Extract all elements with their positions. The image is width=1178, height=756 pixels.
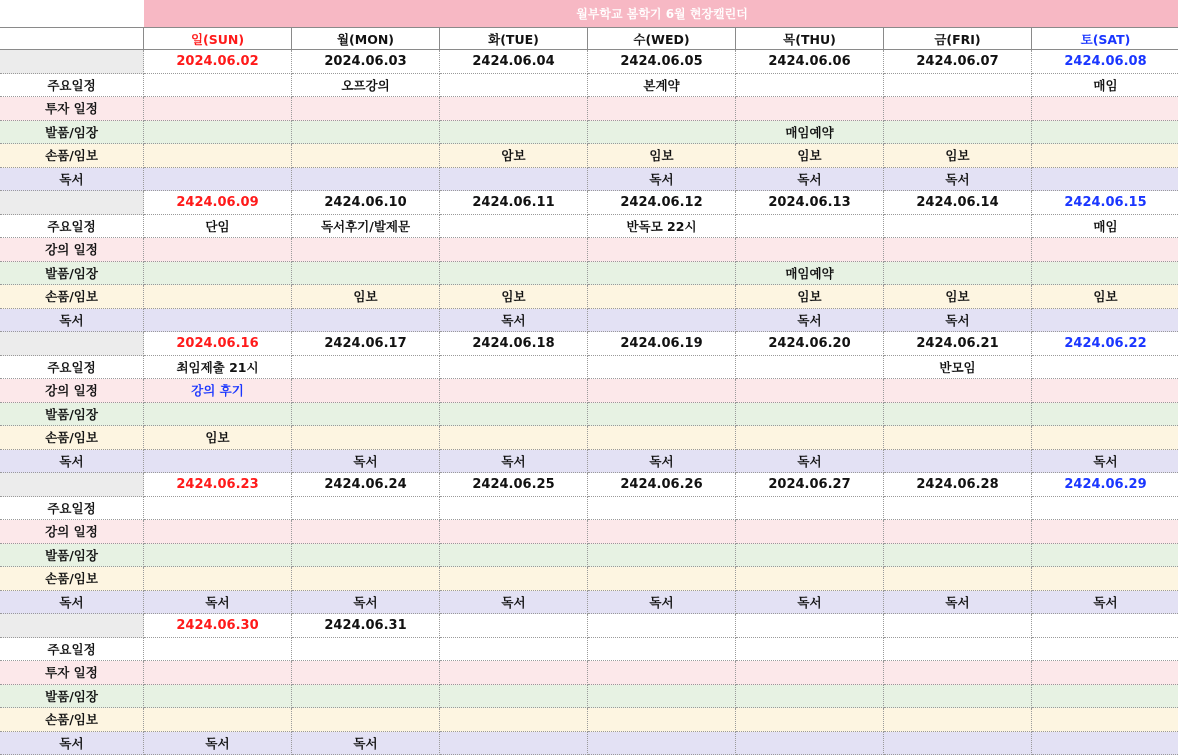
schedule-cell[interactable]: 독서: [144, 591, 292, 615]
date-cell[interactable]: 2424.06.19: [588, 332, 736, 356]
schedule-cell[interactable]: [292, 238, 440, 262]
row-label-reading: 독서: [0, 450, 144, 474]
schedule-cell[interactable]: [440, 215, 588, 239]
schedule-cell[interactable]: [884, 661, 1032, 685]
schedule-cell[interactable]: [884, 544, 1032, 568]
schedule-cell[interactable]: [440, 238, 588, 262]
date-cell[interactable]: [884, 614, 1032, 638]
schedule-cell[interactable]: [1032, 309, 1178, 333]
schedule-cell[interactable]: [440, 732, 588, 756]
row-label-report: 손품/임보: [0, 567, 144, 591]
schedule-cell[interactable]: 임보: [292, 285, 440, 309]
schedule-cell[interactable]: 임보: [440, 285, 588, 309]
row-label-main: 주요일정: [0, 497, 144, 521]
row-label-visit: 발품/임장: [0, 544, 144, 568]
date-cell[interactable]: 2024.06.16: [144, 332, 292, 356]
schedule-cell[interactable]: [588, 356, 736, 380]
schedule-cell[interactable]: 본계약: [588, 74, 736, 98]
schedule-cell[interactable]: [588, 544, 736, 568]
schedule-cell[interactable]: [292, 309, 440, 333]
date-cell[interactable]: 2424.06.20: [736, 332, 884, 356]
schedule-cell[interactable]: [588, 426, 736, 450]
schedule-cell[interactable]: [440, 74, 588, 98]
row-label-visit: 발품/임장: [0, 121, 144, 145]
week-date-label: [0, 614, 144, 638]
schedule-cell[interactable]: [292, 403, 440, 427]
schedule-cell[interactable]: [1032, 144, 1178, 168]
date-cell[interactable]: 2024.06.27: [736, 473, 884, 497]
schedule-cell[interactable]: 독서: [588, 450, 736, 474]
schedule-cell[interactable]: [292, 426, 440, 450]
schedule-cell[interactable]: 독서: [736, 309, 884, 333]
schedule-cell[interactable]: [588, 121, 736, 145]
date-cell[interactable]: 2424.06.14: [884, 191, 1032, 215]
schedule-cell[interactable]: [736, 97, 884, 121]
schedule-cell[interactable]: 매임: [1032, 74, 1178, 98]
schedule-cell[interactable]: [1032, 238, 1178, 262]
row-label-main: 주요일정: [0, 74, 144, 98]
date-cell[interactable]: 2424.06.26: [588, 473, 736, 497]
row-label-main: 주요일정: [0, 356, 144, 380]
schedule-cell[interactable]: [588, 285, 736, 309]
schedule-cell[interactable]: [144, 685, 292, 709]
schedule-cell[interactable]: [588, 708, 736, 732]
schedule-cell[interactable]: [1032, 685, 1178, 709]
schedule-cell[interactable]: 임보: [1032, 285, 1178, 309]
schedule-cell[interactable]: [292, 379, 440, 403]
row-label-invest: 강의 일정: [0, 238, 144, 262]
schedule-cell[interactable]: [884, 685, 1032, 709]
schedule-cell[interactable]: 암보: [440, 144, 588, 168]
schedule-cell[interactable]: 독서: [292, 450, 440, 474]
schedule-cell[interactable]: [736, 685, 884, 709]
date-cell[interactable]: 2024.06.03: [292, 50, 440, 74]
row-label-reading: 독서: [0, 168, 144, 192]
row-label-report: 손품/임보: [0, 426, 144, 450]
row-label-invest: 투자 일정: [0, 97, 144, 121]
schedule-cell[interactable]: [1032, 520, 1178, 544]
schedule-cell[interactable]: 임보: [736, 144, 884, 168]
week-date-label: [0, 50, 144, 74]
date-cell[interactable]: 2424.06.29: [1032, 473, 1178, 497]
corner-blank: [0, 0, 144, 27]
schedule-cell[interactable]: [884, 567, 1032, 591]
date-cell[interactable]: [1032, 614, 1178, 638]
schedule-cell[interactable]: [292, 544, 440, 568]
schedule-cell[interactable]: [588, 97, 736, 121]
schedule-cell[interactable]: 독서후기/발제문: [292, 215, 440, 239]
schedule-cell[interactable]: [144, 661, 292, 685]
schedule-cell[interactable]: [884, 74, 1032, 98]
schedule-cell[interactable]: [736, 74, 884, 98]
schedule-cell[interactable]: [736, 215, 884, 239]
date-cell[interactable]: 2424.06.22: [1032, 332, 1178, 356]
day-header: 수(WED): [588, 27, 736, 50]
schedule-cell[interactable]: [588, 497, 736, 521]
schedule-cell[interactable]: [144, 567, 292, 591]
date-cell[interactable]: 2424.06.23: [144, 473, 292, 497]
header-corner: [0, 27, 144, 50]
schedule-cell[interactable]: [440, 426, 588, 450]
schedule-cell[interactable]: 독서: [588, 591, 736, 615]
schedule-cell[interactable]: [1032, 497, 1178, 521]
schedule-cell[interactable]: [144, 708, 292, 732]
week-date-label: [0, 473, 144, 497]
schedule-cell[interactable]: [144, 520, 292, 544]
schedule-cell[interactable]: [588, 262, 736, 286]
day-header: 토(SAT): [1032, 27, 1178, 50]
schedule-cell[interactable]: [588, 379, 736, 403]
schedule-cell[interactable]: [144, 97, 292, 121]
schedule-cell[interactable]: [292, 356, 440, 380]
schedule-cell[interactable]: [292, 708, 440, 732]
schedule-cell[interactable]: [1032, 356, 1178, 380]
schedule-cell[interactable]: [292, 685, 440, 709]
date-cell[interactable]: 2424.06.04: [440, 50, 588, 74]
row-label-visit: 발품/임장: [0, 262, 144, 286]
schedule-cell[interactable]: [588, 309, 736, 333]
schedule-cell[interactable]: [144, 168, 292, 192]
schedule-cell[interactable]: 매임: [1032, 215, 1178, 239]
date-cell[interactable]: [440, 614, 588, 638]
schedule-cell[interactable]: 임보: [736, 285, 884, 309]
schedule-cell[interactable]: 독서: [144, 732, 292, 756]
day-header: 금(FRI): [884, 27, 1032, 50]
date-cell[interactable]: 2024.06.02: [144, 50, 292, 74]
schedule-cell[interactable]: [292, 638, 440, 662]
schedule-cell[interactable]: [884, 215, 1032, 239]
schedule-cell[interactable]: [144, 450, 292, 474]
schedule-cell[interactable]: [440, 356, 588, 380]
schedule-cell[interactable]: [588, 685, 736, 709]
schedule-cell[interactable]: 독서: [736, 168, 884, 192]
schedule-cell[interactable]: [736, 732, 884, 756]
schedule-cell[interactable]: [736, 661, 884, 685]
schedule-cell[interactable]: [144, 285, 292, 309]
schedule-cell[interactable]: [736, 544, 884, 568]
schedule-cell[interactable]: [144, 497, 292, 521]
schedule-cell[interactable]: [884, 450, 1032, 474]
schedule-cell[interactable]: [1032, 168, 1178, 192]
schedule-cell[interactable]: [736, 403, 884, 427]
schedule-cell[interactable]: [144, 121, 292, 145]
week-date-label: [0, 191, 144, 215]
schedule-cell[interactable]: [736, 356, 884, 380]
schedule-cell[interactable]: 독서: [1032, 450, 1178, 474]
schedule-cell[interactable]: [1032, 732, 1178, 756]
schedule-cell[interactable]: 독서: [292, 732, 440, 756]
row-label-visit: 발품/임장: [0, 685, 144, 709]
schedule-cell[interactable]: [736, 497, 884, 521]
date-cell[interactable]: [736, 614, 884, 638]
schedule-cell[interactable]: 독서: [440, 591, 588, 615]
date-cell[interactable]: 2424.06.05: [588, 50, 736, 74]
date-cell[interactable]: 2424.06.15: [1032, 191, 1178, 215]
schedule-cell[interactable]: [884, 121, 1032, 145]
schedule-cell[interactable]: [1032, 262, 1178, 286]
schedule-cell[interactable]: [884, 426, 1032, 450]
schedule-cell[interactable]: 매임예약: [736, 121, 884, 145]
schedule-cell[interactable]: [884, 708, 1032, 732]
schedule-cell[interactable]: 반독모 22시: [588, 215, 736, 239]
row-label-reading: 독서: [0, 591, 144, 615]
schedule-cell[interactable]: 오프강의: [292, 74, 440, 98]
schedule-cell[interactable]: [144, 144, 292, 168]
date-cell[interactable]: 2424.06.08: [1032, 50, 1178, 74]
schedule-cell[interactable]: [292, 567, 440, 591]
schedule-cell[interactable]: 독서: [884, 168, 1032, 192]
schedule-cell[interactable]: [440, 497, 588, 521]
schedule-cell[interactable]: [292, 661, 440, 685]
day-header: 월(MON): [292, 27, 440, 50]
schedule-cell[interactable]: [1032, 403, 1178, 427]
schedule-cell[interactable]: 독서: [1032, 591, 1178, 615]
schedule-cell[interactable]: [1032, 544, 1178, 568]
schedule-cell[interactable]: 독서: [588, 168, 736, 192]
schedule-cell[interactable]: [736, 520, 884, 544]
schedule-cell[interactable]: [1032, 661, 1178, 685]
row-label-report: 손품/임보: [0, 708, 144, 732]
schedule-cell[interactable]: [292, 497, 440, 521]
schedule-cell[interactable]: [588, 520, 736, 544]
schedule-cell[interactable]: [588, 732, 736, 756]
date-cell[interactable]: 2424.06.25: [440, 473, 588, 497]
schedule-cell[interactable]: [440, 168, 588, 192]
schedule-cell[interactable]: [588, 661, 736, 685]
row-label-invest: 투자 일정: [0, 661, 144, 685]
schedule-cell[interactable]: [292, 262, 440, 286]
schedule-cell[interactable]: [588, 638, 736, 662]
schedule-cell[interactable]: [440, 638, 588, 662]
schedule-cell[interactable]: 독서: [292, 591, 440, 615]
date-cell[interactable]: 2424.06.07: [884, 50, 1032, 74]
schedule-cell[interactable]: [440, 403, 588, 427]
date-cell[interactable]: 2424.06.17: [292, 332, 440, 356]
schedule-cell[interactable]: [884, 732, 1032, 756]
schedule-cell[interactable]: [1032, 379, 1178, 403]
schedule-cell[interactable]: [736, 638, 884, 662]
schedule-cell[interactable]: 독서: [736, 591, 884, 615]
schedule-cell[interactable]: [1032, 638, 1178, 662]
schedule-cell[interactable]: [588, 238, 736, 262]
row-label-visit: 발품/임장: [0, 403, 144, 427]
schedule-cell[interactable]: [292, 121, 440, 145]
day-header: 목(THU): [736, 27, 884, 50]
schedule-cell[interactable]: [144, 544, 292, 568]
schedule-cell[interactable]: 반모임: [884, 356, 1032, 380]
schedule-cell[interactable]: [1032, 121, 1178, 145]
schedule-cell[interactable]: [884, 638, 1032, 662]
day-header: 화(TUE): [440, 27, 588, 50]
schedule-cell[interactable]: [440, 121, 588, 145]
schedule-cell[interactable]: [144, 403, 292, 427]
schedule-cell[interactable]: [440, 262, 588, 286]
schedule-cell[interactable]: [440, 520, 588, 544]
row-label-invest: 강의 일정: [0, 520, 144, 544]
date-cell[interactable]: 2424.06.10: [292, 191, 440, 215]
schedule-cell[interactable]: [144, 638, 292, 662]
schedule-cell[interactable]: 임보: [884, 144, 1032, 168]
schedule-cell[interactable]: 강의 후기: [144, 379, 292, 403]
schedule-cell[interactable]: [736, 426, 884, 450]
row-label-reading: 독서: [0, 309, 144, 333]
schedule-cell[interactable]: 임보: [588, 144, 736, 168]
date-cell[interactable]: 2424.06.11: [440, 191, 588, 215]
schedule-cell[interactable]: [588, 403, 736, 427]
schedule-cell[interactable]: [1032, 567, 1178, 591]
date-cell[interactable]: [588, 614, 736, 638]
date-cell[interactable]: 2424.06.12: [588, 191, 736, 215]
schedule-cell[interactable]: [884, 379, 1032, 403]
date-cell[interactable]: 2024.06.13: [736, 191, 884, 215]
schedule-cell[interactable]: 매임예약: [736, 262, 884, 286]
schedule-cell[interactable]: [1032, 426, 1178, 450]
schedule-cell[interactable]: [1032, 97, 1178, 121]
schedule-cell[interactable]: [292, 144, 440, 168]
schedule-cell[interactable]: [884, 238, 1032, 262]
date-cell[interactable]: 2424.06.09: [144, 191, 292, 215]
schedule-cell[interactable]: [440, 544, 588, 568]
schedule-cell[interactable]: [884, 497, 1032, 521]
day-header: 일(SUN): [144, 27, 292, 50]
schedule-cell[interactable]: [1032, 708, 1178, 732]
date-cell[interactable]: 2424.06.30: [144, 614, 292, 638]
schedule-cell[interactable]: 단임: [144, 215, 292, 239]
schedule-cell[interactable]: [736, 567, 884, 591]
schedule-cell[interactable]: 독서: [736, 450, 884, 474]
schedule-cell[interactable]: [292, 168, 440, 192]
date-cell[interactable]: 2424.06.28: [884, 473, 1032, 497]
schedule-cell[interactable]: [144, 238, 292, 262]
date-cell[interactable]: 2424.06.06: [736, 50, 884, 74]
row-label-invest: 강의 일정: [0, 379, 144, 403]
schedule-cell[interactable]: [440, 685, 588, 709]
schedule-cell[interactable]: 임보: [884, 285, 1032, 309]
schedule-cell[interactable]: [588, 567, 736, 591]
schedule-cell[interactable]: [292, 97, 440, 121]
schedule-cell[interactable]: [736, 708, 884, 732]
schedule-cell[interactable]: 임보: [144, 426, 292, 450]
date-cell[interactable]: 2424.06.24: [292, 473, 440, 497]
schedule-cell[interactable]: [144, 74, 292, 98]
schedule-cell[interactable]: [884, 97, 1032, 121]
date-cell[interactable]: 2424.06.31: [292, 614, 440, 638]
schedule-cell[interactable]: 독서: [440, 450, 588, 474]
schedule-cell[interactable]: 독서: [440, 309, 588, 333]
schedule-cell[interactable]: [440, 708, 588, 732]
date-cell[interactable]: 2424.06.18: [440, 332, 588, 356]
schedule-cell[interactable]: [144, 262, 292, 286]
schedule-cell[interactable]: 독서: [884, 309, 1032, 333]
schedule-cell[interactable]: [440, 97, 588, 121]
row-label-main: 주요일정: [0, 215, 144, 239]
schedule-cell[interactable]: [440, 567, 588, 591]
schedule-cell[interactable]: [440, 379, 588, 403]
schedule-cell[interactable]: [292, 520, 440, 544]
schedule-cell[interactable]: 최임제출 21시: [144, 356, 292, 380]
schedule-cell[interactable]: 독서: [884, 591, 1032, 615]
date-cell[interactable]: 2424.06.21: [884, 332, 1032, 356]
schedule-cell[interactable]: [884, 520, 1032, 544]
schedule-cell[interactable]: [736, 379, 884, 403]
schedule-cell[interactable]: [440, 661, 588, 685]
schedule-cell[interactable]: [736, 238, 884, 262]
week-date-label: [0, 332, 144, 356]
row-label-report: 손품/임보: [0, 285, 144, 309]
schedule-cell[interactable]: [144, 309, 292, 333]
schedule-cell[interactable]: [884, 403, 1032, 427]
schedule-cell[interactable]: [884, 262, 1032, 286]
calendar-title: 월부학교 봄학기 6월 현장캘린더: [144, 0, 1178, 27]
row-label-reading: 독서: [0, 732, 144, 756]
row-label-main: 주요일정: [0, 638, 144, 662]
row-label-report: 손품/임보: [0, 144, 144, 168]
